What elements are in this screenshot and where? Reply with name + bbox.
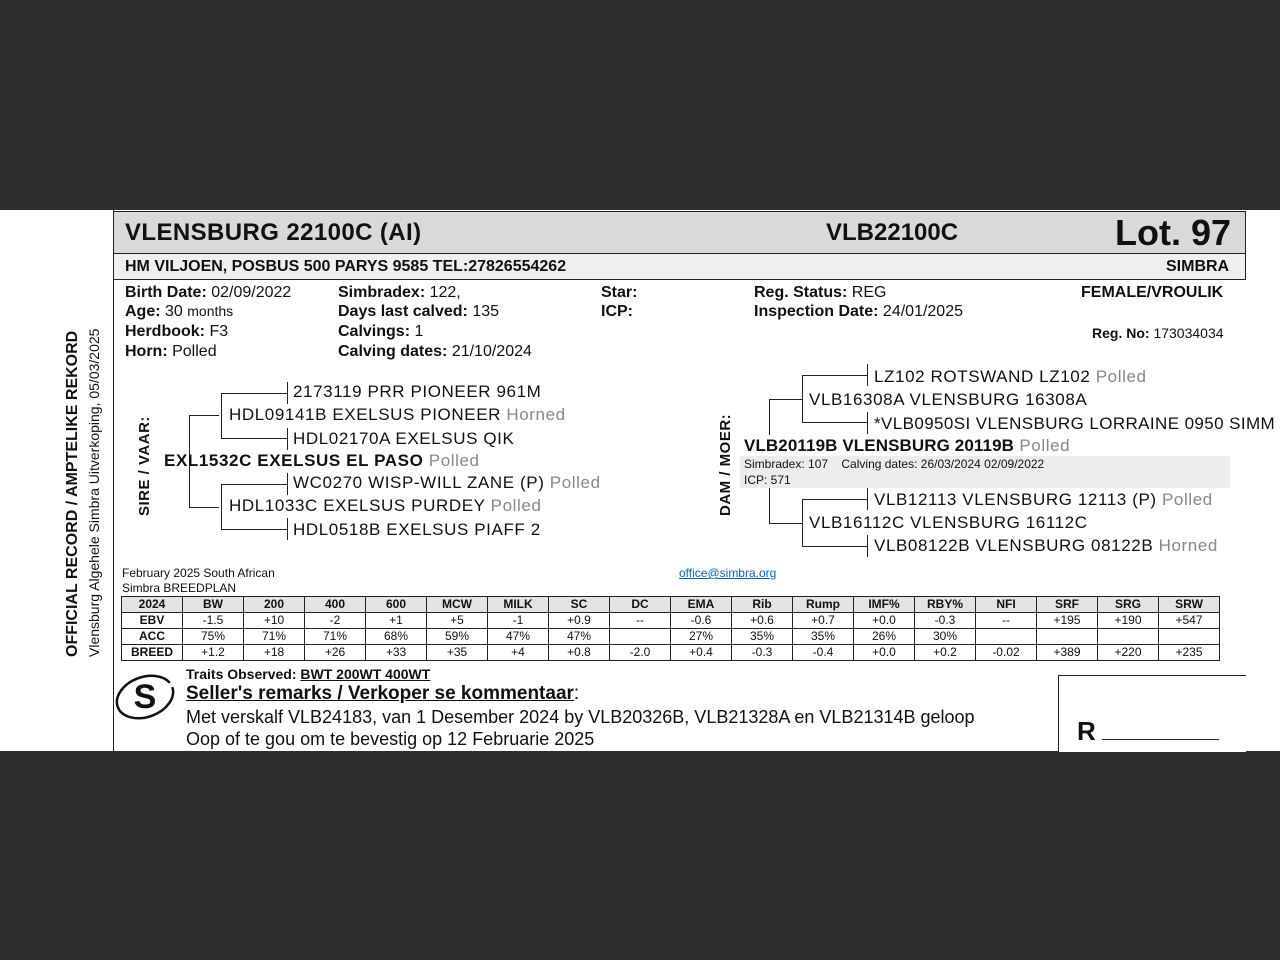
table-cell: ACC (122, 629, 183, 645)
horn: Horn: Polled (125, 343, 217, 360)
table-header: MILK (488, 597, 549, 613)
email-link[interactable]: office@simbra.org (679, 566, 777, 580)
breed-label: SIMBRA (1166, 258, 1230, 275)
simbradex: Simbradex: 122, (338, 284, 461, 301)
table-cell: +35 (427, 645, 488, 661)
sire-label: SIRE / VAAR: (136, 416, 153, 516)
icp-label: ICP: (601, 303, 633, 320)
table-cell: -2.0 (610, 645, 671, 661)
remarks-line-1: Met verskalf VLB24183, van 1 Desember 2024 by VLB20326B, VLB21328A en VLB21314B geloop (186, 707, 975, 727)
table-cell: -0.3 (915, 613, 976, 629)
table-header: EMA (671, 597, 732, 613)
dam-sire-dam: *VLB0950SI VLENSBURG LORRAINE 0950 SIMM (874, 414, 1276, 433)
table-header: RBY% (915, 597, 976, 613)
breedplan-table (121, 596, 1220, 661)
table-cell: +26 (305, 645, 366, 661)
dam: VLB20119B VLENSBURG 20119B Polled (744, 436, 1071, 455)
dam-icp: ICP: 571 (744, 473, 791, 487)
breedplan-caption-1: February 2025 South African (122, 566, 275, 580)
table-cell: +190 (1098, 613, 1159, 629)
table-row (122, 613, 1220, 629)
table-header: 200 (244, 597, 305, 613)
table-header: SRW (1159, 597, 1220, 613)
table-cell: 68% (366, 629, 427, 645)
age: Age: 30 months (125, 303, 234, 320)
table-cell: +0.0 (854, 613, 915, 629)
table-cell: +1.2 (183, 645, 244, 661)
table-cell: BREED (122, 645, 183, 661)
simbra-logo-icon (114, 672, 177, 722)
table-cell: +10 (244, 613, 305, 629)
table-header: 600 (366, 597, 427, 613)
table-cell: +4 (488, 645, 549, 661)
table-cell: +389 (1037, 645, 1098, 661)
table-cell: +0.7 (793, 613, 854, 629)
table-header: Rib (732, 597, 793, 613)
table-cell: 30% (915, 629, 976, 645)
inspection-date: Inspection Date: 24/01/2025 (754, 303, 963, 320)
dam-dam-sire: VLB12113 VLENSBURG 12113 (P) Polled (874, 490, 1213, 509)
table-header: DC (610, 597, 671, 613)
table-header: 400 (305, 597, 366, 613)
days-last-calved: Days last calved: 135 (338, 303, 500, 320)
table-header: SC (549, 597, 610, 613)
table-cell: +0.0 (854, 645, 915, 661)
table-cell: +0.4 (671, 645, 732, 661)
sire-dam: HDL1033C EXELSUS PURDEY Polled (229, 496, 542, 515)
lot-number: Lot. 97 (1115, 212, 1232, 253)
remarks-line-2: Oop of te gou om te bevestig op 12 Februarie 2025 (186, 729, 595, 749)
table-cell: +5 (427, 613, 488, 629)
reg-status: Reg. Status: REG (754, 284, 887, 301)
table-cell: +235 (1159, 645, 1220, 661)
table-cell (976, 629, 1037, 645)
table-cell: +33 (366, 645, 427, 661)
table-cell (1098, 629, 1159, 645)
sale-subtitle: Vlensburg Algehele Simbra Uitverkoping, 05/03/2025 (86, 328, 102, 657)
table-cell: +0.9 (549, 613, 610, 629)
table-cell: 35% (732, 629, 793, 645)
table-cell: -2 (305, 613, 366, 629)
table-cell: +0.8 (549, 645, 610, 661)
table-cell: -0.3 (732, 645, 793, 661)
sex-label: FEMALE/VROULIK (1081, 284, 1224, 301)
logo-letter: S (133, 678, 157, 716)
sire-sire: HDL09141B EXELSUS PIONEER Horned (229, 405, 566, 424)
table-cell: -- (976, 613, 1037, 629)
table-cell (610, 629, 671, 645)
animal-code: VLB22100C (826, 219, 959, 246)
table-cell: 47% (549, 629, 610, 645)
table-cell (1159, 629, 1220, 645)
dam-label: DAM / MOER: (717, 413, 734, 516)
table-cell: +1 (366, 613, 427, 629)
table-cell: +220 (1098, 645, 1159, 661)
table-cell: +18 (244, 645, 305, 661)
table-cell: 75% (183, 629, 244, 645)
dam-sire-sire: LZ102 ROTSWAND LZ102 Polled (874, 367, 1147, 386)
reg-number: Reg. No: 173034034 (1092, 325, 1224, 341)
calving-dates: Calving dates: 21/10/2024 (338, 343, 532, 360)
dam-sire: VLB16308A VLENSBURG 16308A (809, 390, 1088, 409)
table-cell: -- (610, 613, 671, 629)
table-header: NFI (976, 597, 1037, 613)
table-cell: 26% (854, 629, 915, 645)
birth-date: Birth Date: 02/09/2022 (125, 284, 292, 301)
table-cell: 47% (488, 629, 549, 645)
table-cell: +0.2 (915, 645, 976, 661)
dam-dam-dam: VLB08122B VLENSBURG 08122B Horned (874, 536, 1218, 555)
table-cell (1037, 629, 1098, 645)
table-cell: -1 (488, 613, 549, 629)
traits-observed: Traits Observed: BWT 200WT 400WT (186, 666, 431, 682)
table-header: 2024 (122, 597, 183, 613)
animal-name: VLENSBURG 22100C (AI) (125, 219, 422, 246)
breedplan-caption-2: Simbra BREEDPLAN (122, 581, 237, 595)
table-cell: 59% (427, 629, 488, 645)
table-header: SRF (1037, 597, 1098, 613)
table-cell: +547 (1159, 613, 1220, 629)
herdbook: Herdbook: F3 (125, 323, 229, 340)
sire-sire-dam: HDL02170A EXELSUS QIK (293, 429, 515, 448)
sire: EXL1532C EXELSUS EL PASO Polled (164, 451, 480, 470)
table-header: SRG (1098, 597, 1159, 613)
table-cell: -0.6 (671, 613, 732, 629)
table-header: MCW (427, 597, 488, 613)
table-cell: +0.6 (732, 613, 793, 629)
table-header: BW (183, 597, 244, 613)
sire-dam-dam: HDL0518B EXELSUS PIAFF 2 (293, 520, 541, 539)
table-header: IMF% (854, 597, 915, 613)
remarks-heading: Seller's remarks / Verkoper se kommentaar: (186, 683, 580, 704)
price-input-line[interactable]: ________________ (1102, 724, 1219, 740)
official-record-label: OFFICIAL RECORD / AMPTELIKE REKORD (64, 330, 81, 657)
table-row (122, 645, 1220, 661)
sire-dam-sire: WC0270 WISP-WILL ZANE (P) Polled (293, 473, 601, 492)
table-cell: +195 (1037, 613, 1098, 629)
price-symbol: R (1077, 716, 1096, 746)
table-header-row (122, 597, 1220, 613)
table-cell: 35% (793, 629, 854, 645)
star-label: Star: (601, 284, 638, 301)
table-cell: -1.5 (183, 613, 244, 629)
table-row (122, 629, 1220, 645)
table-cell: 71% (244, 629, 305, 645)
calvings: Calvings: 1 (338, 323, 424, 340)
owner-info: HM VILJOEN, POSBUS 500 PARYS 9585 TEL:27826554262 (125, 258, 567, 275)
table-cell: -0.02 (976, 645, 1037, 661)
dam-dam: VLB16112C VLENSBURG 16112C (809, 513, 1088, 532)
table-header: Rump (793, 597, 854, 613)
dam-simbradex: Simbradex: 107 Calving dates: 26/03/2024 02/09/2022 (744, 457, 1045, 471)
sire-sire-sire: 2173119 PRR PIONEER 961M (293, 382, 542, 401)
catalogue-page (0, 210, 1280, 751)
table-cell: EBV (122, 613, 183, 629)
table-cell: 27% (671, 629, 732, 645)
table-cell: -0.4 (793, 645, 854, 661)
table-cell: 71% (305, 629, 366, 645)
